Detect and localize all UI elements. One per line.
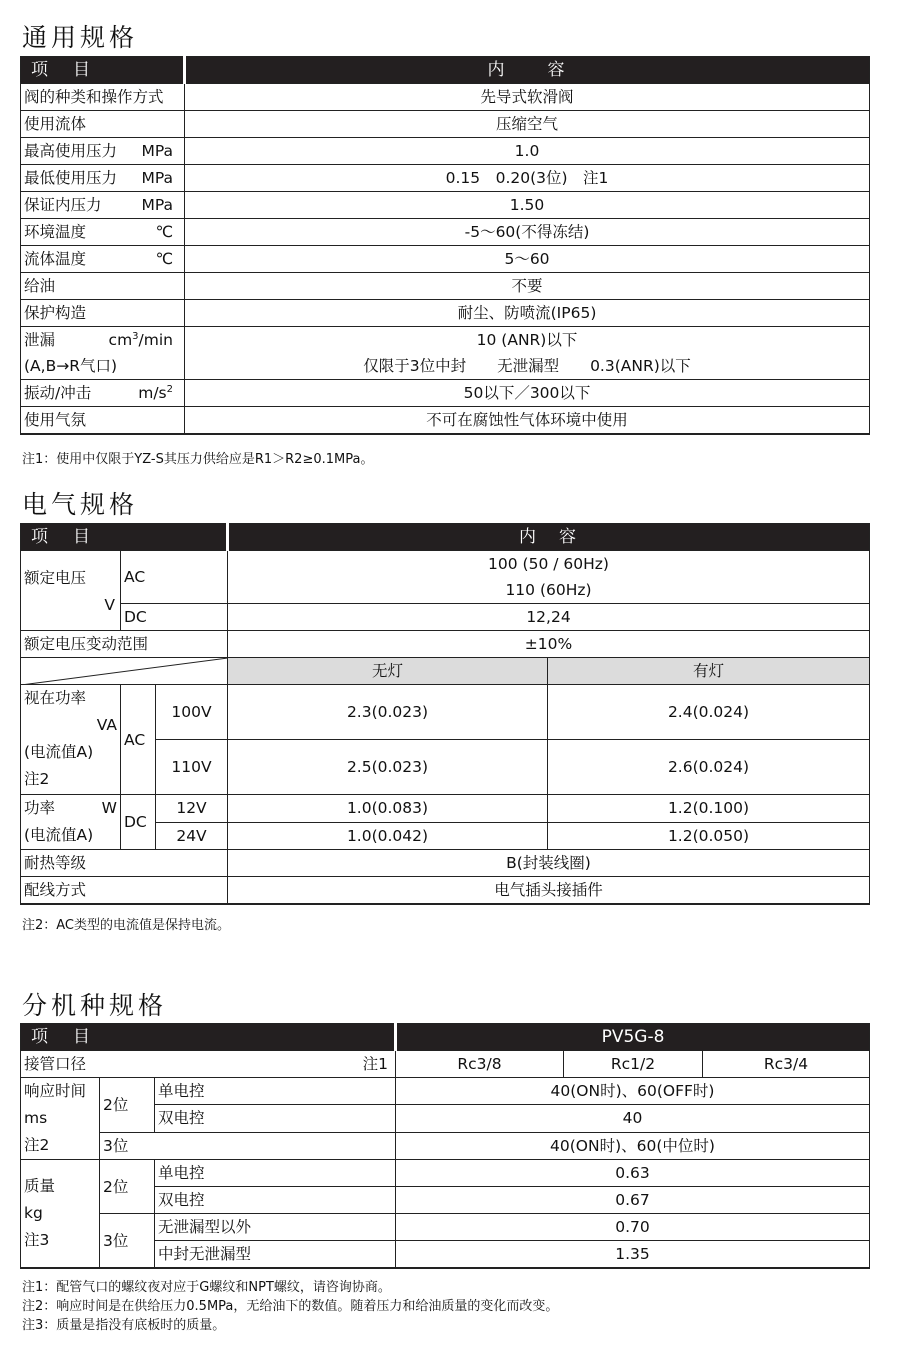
response-single-label: 单电控: [155, 1078, 396, 1105]
mass-2pos: 2位: [100, 1160, 155, 1214]
port-label: 接管口径: [24, 1055, 87, 1073]
general-row-value: -5～60(不得冻结): [185, 219, 870, 246]
general-row-value: 压缩空气: [185, 111, 870, 138]
wiring-label: 配线方式: [21, 877, 228, 905]
power-label: 功率: [24, 799, 56, 817]
mass-unit: kg: [24, 1204, 43, 1222]
header-content: 内 容: [185, 57, 870, 84]
leak-label: 泄漏: [24, 331, 56, 349]
ac-voltage-2: 110 (60Hz): [228, 577, 870, 604]
row-label-text: 给油: [24, 277, 56, 295]
row-label-text: 环境温度: [24, 223, 87, 241]
general-row: [21, 192, 870, 219]
ap-110-with-lamp: 2.6(0.024): [548, 740, 870, 795]
leak-row-2: [21, 353, 870, 380]
mass-note: 注3: [24, 1231, 50, 1249]
general-row-value: 先导式软滑阀: [185, 84, 870, 111]
rated-voltage-ac: AC: [121, 551, 228, 604]
ap-100-no-lamp: 2.3(0.023): [228, 685, 548, 740]
power-dc: DC: [121, 795, 156, 850]
electrical-note: 注2：AC类型的电流值是保持电流。: [22, 918, 231, 933]
response-2pos: 2位: [100, 1078, 155, 1133]
vibration-row: [21, 380, 870, 407]
general-row: [21, 165, 870, 192]
rated-voltage-unit: V: [104, 596, 115, 614]
voltage-100: 100V: [156, 685, 228, 740]
general-row-label: [21, 192, 185, 219]
mass-3pos: 3位: [100, 1214, 155, 1269]
general-row: [21, 138, 870, 165]
general-row-label: [21, 138, 185, 165]
ac-voltage-1: 100 (50 / 60Hz): [228, 551, 870, 578]
row-unit: MPa: [141, 196, 173, 214]
electrical-spec-title: 电气规格: [22, 490, 139, 519]
port-size-2: Rc1/2: [564, 1051, 703, 1078]
voltage-24: 24V: [156, 822, 228, 850]
response-3pos-value: 40(ON时)、60(中位时): [396, 1132, 870, 1159]
general-row-value: 1.0: [185, 138, 870, 165]
response-unit: ms: [24, 1109, 48, 1127]
row-label-text: 最低使用压力: [24, 169, 118, 187]
response-3pos: 3位: [100, 1132, 396, 1159]
p-24-no-lamp: 1.0(0.042): [228, 822, 548, 850]
ap-100-with-lamp: 2.4(0.024): [548, 685, 870, 740]
response-double-value: 40: [396, 1105, 870, 1132]
mass-row-3-label: 无泄漏型以外: [155, 1214, 396, 1241]
voltage-110: 110V: [156, 740, 228, 795]
model-note-2: 注2：响应时间是在供给压力0.5MPa，无给油下的数值。随着压力和给油质量的变化而改变。: [22, 1299, 559, 1314]
general-row: [21, 219, 870, 246]
port-size-1: Rc3/8: [396, 1051, 564, 1078]
row-label-text: 使用流体: [24, 115, 87, 133]
general-row-label: [21, 165, 185, 192]
apparent-power-label-2: (电流值A): [24, 743, 94, 761]
diagonal-line: [21, 658, 228, 685]
general-row: [21, 246, 870, 273]
mass-row-1-value: 0.63: [396, 1160, 870, 1187]
rated-voltage-label: 额定电压: [24, 569, 87, 587]
general-row-value: 耐尘、防喷流(IP65): [185, 300, 870, 327]
port-note: 注1: [362, 1055, 388, 1073]
general-row-label: [21, 111, 185, 138]
p-12-no-lamp: 1.0(0.083): [228, 795, 548, 823]
model-spec-title: 分机种规格: [22, 991, 168, 1020]
model-header-item: 项 目: [21, 1024, 396, 1051]
leak-row-1: [21, 327, 870, 354]
power-label-row: [24, 795, 117, 822]
dc-voltage: 12,24: [228, 604, 870, 631]
row-unit: ℃: [155, 250, 173, 268]
no-lamp-header: 无灯: [228, 658, 548, 685]
vibration-value: 50以下／300以下: [185, 380, 870, 407]
general-spec-title: 通用规格: [22, 23, 139, 52]
elec-header-item: 项 目: [21, 524, 228, 551]
row-label-text: 阀的种类和操作方式: [24, 88, 164, 106]
response-note: 注2: [24, 1136, 50, 1154]
apparent-power-note: 注2: [24, 770, 50, 788]
response-label: 响应时间: [24, 1082, 87, 1100]
mass-row-3-value: 0.70: [396, 1214, 870, 1241]
general-row-value: 5～60: [185, 246, 870, 273]
vibration-unit: $m/s^2$: [138, 383, 173, 402]
general-row-value: 不要: [185, 273, 870, 300]
mass-label: 质量: [24, 1177, 56, 1195]
mass-row-2-label: 双电控: [155, 1187, 396, 1214]
leak-label-2: (A,B→R气口): [21, 353, 185, 380]
leak-value-2: 仅限于3位中封 无泄漏型 0.3(ANR)以下: [185, 353, 870, 380]
power-unit: W: [101, 799, 117, 817]
apparent-power-ac: AC: [121, 685, 156, 795]
model-note-1: 注1：配管气口的螺纹夜对应于G螺纹和NPT螺纹，请咨询协商。: [22, 1280, 391, 1295]
with-lamp-header: 有灯: [548, 658, 870, 685]
row-label-text: 流体温度: [24, 250, 87, 268]
mass-row-1-label: 单电控: [155, 1160, 396, 1187]
general-row-value: 0.15 0.20(3位) 注1: [185, 165, 870, 192]
general-note: 注1：使用中仅限于YZ-S其压力供给应是R1＞R2≥0.1MPa。: [22, 452, 374, 467]
model-spec-table: [20, 1023, 870, 1269]
mass-row-4-value: 1.35: [396, 1241, 870, 1269]
mass-row-4-label: 中封无泄漏型: [155, 1241, 396, 1269]
response-single-value: 40(ON时)、60(OFF时): [396, 1078, 870, 1105]
gas-value: 不可在腐蚀性气体环境中使用: [185, 407, 870, 435]
ap-110-no-lamp: 2.5(0.023): [228, 740, 548, 795]
model-notes: [22, 1278, 558, 1335]
p-12-with-lamp: 1.2(0.100): [548, 795, 870, 823]
power-label-2: (电流值A): [24, 826, 94, 844]
general-row-label: [21, 84, 185, 111]
response-double-label: 双电控: [155, 1105, 396, 1132]
model-note-3: 注3：质量是指没有底板时的质量。: [22, 1318, 226, 1333]
general-row: [21, 84, 870, 111]
general-row-label: [21, 219, 185, 246]
range-value: ±10%: [228, 631, 870, 658]
heat-class-label: 耐热等级: [21, 850, 228, 877]
heat-class-value: B(封装线圈): [228, 850, 870, 877]
rated-voltage-dc: DC: [121, 604, 228, 631]
general-row-label: [21, 300, 185, 327]
general-row-value: 1.50: [185, 192, 870, 219]
range-label: 额定电压变动范围: [21, 631, 228, 658]
apparent-power-unit: VA: [96, 716, 117, 734]
diagonal-cell: [21, 658, 228, 685]
row-label-text: 保证内压力: [24, 196, 102, 214]
mass-row-2-value: 0.67: [396, 1187, 870, 1214]
voltage-12: 12V: [156, 795, 228, 823]
leak-value-1: 10 (ANR)以下: [185, 327, 870, 354]
general-row: [21, 300, 870, 327]
wiring-value: 电气插头接插件: [228, 877, 870, 905]
header-item: 项 目: [21, 57, 185, 84]
electrical-spec-table: [20, 523, 870, 905]
general-row: [21, 111, 870, 138]
elec-header-content: 内 容: [228, 524, 870, 551]
general-spec-table: [20, 56, 870, 435]
row-unit: MPa: [141, 142, 173, 160]
general-row: [21, 273, 870, 300]
vibration-label: 振动/冲击: [24, 384, 92, 402]
gas-label: 使用气氛: [21, 407, 185, 435]
row-unit: MPa: [141, 169, 173, 187]
leak-unit: $cm^3/\min$: [108, 330, 173, 349]
row-unit: ℃: [155, 223, 173, 241]
gas-row: [21, 407, 870, 435]
row-label-text: 保护构造: [24, 304, 87, 322]
p-24-with-lamp: 1.2(0.050): [548, 822, 870, 850]
general-row-label: [21, 246, 185, 273]
model-header-name: PV5G-8: [396, 1024, 870, 1051]
row-label-text: 最高使用压力: [24, 142, 118, 160]
general-row-label: [21, 273, 185, 300]
apparent-power-label: 视在功率: [24, 689, 87, 707]
port-size-3: Rc3/4: [703, 1051, 870, 1078]
